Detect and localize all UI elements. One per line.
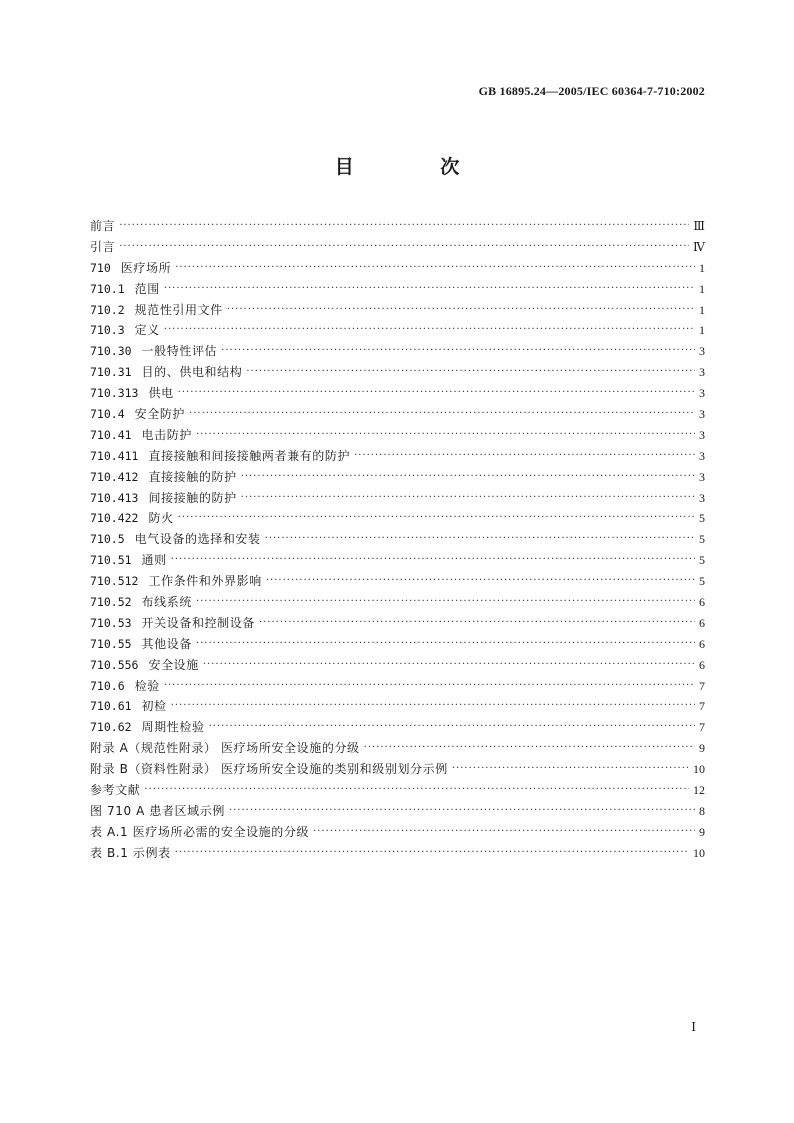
toc-entry[interactable] [90, 843, 705, 864]
toc-entry[interactable] [90, 488, 705, 509]
toc-entry[interactable] [90, 801, 705, 822]
toc-entry-page: 5 [699, 532, 705, 547]
toc-entry-page: 10 [693, 845, 705, 860]
toc-entry-page: 10 [693, 762, 705, 777]
toc-dot-leader [144, 780, 689, 801]
toc-entry-number: 710.412 [90, 469, 139, 484]
toc-entry[interactable] [90, 759, 705, 780]
toc-dot-leader [209, 717, 695, 738]
toc-dot-leader [175, 843, 689, 864]
toc-entry-title: 供电 [148, 386, 174, 401]
toc-entry[interactable] [90, 300, 705, 321]
toc-entry-page: 12 [693, 783, 705, 798]
toc-entry-number: 710.61 [90, 699, 132, 714]
toc-entry-title: 定义 [134, 323, 160, 338]
toc-entry[interactable] [90, 320, 705, 341]
toc-entry-page: 3 [699, 407, 705, 421]
toc-entry[interactable] [90, 341, 705, 362]
toc-entry-page: 6 [699, 636, 705, 651]
toc-dot-leader [164, 320, 695, 341]
toc-entry[interactable] [90, 592, 705, 613]
toc-entry-page: 7 [699, 720, 705, 735]
toc-dot-leader [354, 446, 695, 467]
toc-dot-leader [364, 738, 695, 759]
toc-entry-number: 710.62 [90, 720, 132, 735]
toc-entry[interactable] [90, 696, 705, 717]
toc-entry[interactable] [90, 446, 705, 467]
toc-dot-leader [171, 696, 695, 717]
toc-entry-page: 5 [699, 511, 705, 526]
toc-entry[interactable] [90, 425, 705, 446]
toc-entry-page: 5 [699, 553, 705, 568]
toc-entry-number: 710.512 [90, 574, 139, 589]
toc-dot-leader [221, 341, 695, 362]
toc-entry-title: 图 710 A 患者区域示例 [90, 803, 225, 818]
toc-entry-number: 710.5 [90, 532, 125, 547]
toc-entry-title: 电击防护 [141, 427, 192, 442]
toc-entry-title: 安全设施 [148, 657, 199, 672]
toc-entry-title: 引言 [90, 239, 116, 254]
toc-entry[interactable] [90, 613, 705, 634]
toc-entry-title: 安全防护 [134, 407, 186, 421]
toc-dot-leader [119, 237, 689, 258]
toc-dot-leader [175, 258, 695, 279]
toc-entry[interactable] [90, 362, 705, 383]
toc-entry[interactable] [90, 780, 705, 801]
toc-entry-title: 周期性检验 [141, 720, 205, 735]
toc-dot-leader [178, 508, 695, 529]
toc-entry-title: 通则 [141, 553, 167, 568]
page-number: Ⅰ [691, 1020, 696, 1034]
toc-entry-title: 一般特性评估 [141, 344, 218, 359]
toc-dot-leader [164, 279, 695, 300]
toc-entry[interactable] [90, 258, 705, 279]
toc-entry-title: 布线系统 [141, 595, 192, 610]
toc-entry[interactable] [90, 508, 705, 529]
toc-entry-page: Ⅳ [693, 239, 705, 254]
toc-entry-number: 710 [90, 260, 111, 275]
toc-dot-leader [259, 613, 695, 634]
toc-entry[interactable] [90, 529, 705, 550]
toc-entry-page: 6 [699, 657, 705, 672]
toc-entry-page: 1 [699, 281, 705, 296]
toc-entry[interactable] [90, 383, 705, 404]
toc-entry[interactable] [90, 550, 705, 571]
toc-entry-page: 9 [699, 741, 705, 756]
toc-entry[interactable] [90, 279, 705, 300]
toc-entry-number: 710.556 [90, 657, 139, 672]
toc-entry[interactable] [90, 216, 705, 237]
toc-entry-page: 6 [699, 595, 705, 610]
toc-entry-page: 9 [699, 824, 705, 839]
toc-entry-title: 规范性引用文件 [134, 302, 223, 317]
toc-entry-title: 参考文献 [90, 783, 141, 798]
toc-dot-leader [266, 571, 695, 592]
toc-entry-page: 1 [699, 260, 705, 275]
toc-entry[interactable] [90, 237, 705, 258]
table-of-contents [90, 216, 705, 864]
toc-dot-leader [178, 383, 695, 404]
toc-entry[interactable] [90, 634, 705, 655]
toc-entry-title: 医疗场所 [120, 260, 172, 275]
toc-entry-number: 710.55 [90, 636, 132, 651]
toc-entry-title: 范围 [134, 281, 160, 296]
toc-entry-page: 3 [699, 490, 705, 505]
toc-dot-leader [227, 300, 695, 321]
toc-entry-title: 检验 [134, 678, 160, 693]
toc-entry-title: 目的、供电和结构 [141, 365, 243, 380]
toc-entry-title: 防火 [148, 511, 174, 526]
toc-entry-title: 间接接触的防护 [148, 490, 237, 505]
toc-entry[interactable] [90, 655, 705, 676]
toc-entry-page: 3 [699, 365, 705, 380]
toc-entry[interactable] [90, 404, 705, 425]
toc-entry-title: 表 B.1 示例表 [90, 845, 171, 860]
toc-entry[interactable] [90, 738, 705, 759]
toc-entry-title: 其他设备 [141, 636, 192, 651]
toc-entry-page: 3 [699, 427, 705, 442]
toc-entry-title: 附录 A（规范性附录） 医疗场所安全设施的分级 [90, 741, 360, 756]
toc-dot-leader [196, 425, 695, 446]
toc-entry-page: 7 [699, 678, 705, 693]
toc-entry-number: 710.6 [90, 678, 125, 693]
toc-entry-page: Ⅲ [693, 218, 705, 233]
toc-entry-number: 710.51 [90, 553, 132, 568]
toc-entry-number: 710.4 [90, 407, 125, 421]
toc-entry-page: 3 [699, 448, 705, 463]
toc-entry[interactable] [90, 676, 705, 697]
toc-dot-leader [241, 488, 695, 509]
toc-entry[interactable] [90, 822, 705, 843]
toc-entry-title: 附录 B（资料性附录） 医疗场所安全设施的类别和级别划分示例 [90, 762, 448, 777]
toc-entry-title: 前言 [90, 218, 116, 233]
toc-entry-number: 710.3 [90, 323, 125, 338]
toc-entry-title: 直接接触和间接接触两者兼有的防护 [148, 448, 351, 463]
toc-entry-title: 电气设备的选择和安装 [134, 532, 261, 547]
toc-entry-number: 710.30 [90, 344, 132, 359]
toc-dot-leader [196, 634, 695, 655]
toc-dot-leader [189, 404, 695, 425]
toc-entry-page: 1 [699, 323, 705, 338]
standard-code-header: GB 16895.24—2005/IEC 60364-7-710:2002 [478, 84, 705, 98]
toc-dot-leader [246, 362, 695, 383]
toc-entry-number: 710.313 [90, 386, 139, 401]
toc-entry-page: 1 [699, 302, 705, 317]
toc-entry-number: 710.53 [90, 615, 132, 630]
toc-entry-page: 7 [699, 699, 705, 714]
toc-entry-title: 工作条件和外界影响 [148, 574, 262, 589]
toc-entry-title: 直接接触的防护 [148, 469, 237, 484]
toc-entry-number: 710.411 [90, 448, 139, 463]
toc-dot-leader [203, 655, 695, 676]
toc-entry-title: 初检 [141, 699, 167, 714]
toc-entry-title: 开关设备和控制设备 [141, 615, 255, 630]
toc-entry-page: 8 [699, 803, 705, 818]
toc-dot-leader [229, 801, 695, 822]
toc-dot-leader [164, 676, 695, 697]
toc-entry[interactable] [90, 571, 705, 592]
toc-entry[interactable] [90, 717, 705, 738]
toc-entry-number: 710.2 [90, 302, 125, 317]
toc-entry-number: 710.31 [90, 365, 132, 380]
toc-entry-page: 3 [699, 344, 705, 359]
toc-dot-leader [452, 759, 689, 780]
toc-entry-title: 表 A.1 医疗场所必需的安全设施的分级 [90, 824, 310, 839]
toc-dot-leader [241, 467, 695, 488]
toc-entry-page: 3 [699, 469, 705, 484]
toc-entry-number: 710.422 [90, 511, 139, 526]
toc-entry-page: 5 [699, 574, 705, 589]
toc-entry-page: 3 [699, 386, 705, 401]
toc-entry-number: 710.52 [90, 595, 132, 610]
toc-dot-leader [313, 822, 695, 843]
page-title: 目 次 [334, 156, 500, 178]
toc-dot-leader [196, 592, 695, 613]
toc-dot-leader [119, 216, 689, 237]
toc-dot-leader [265, 529, 695, 550]
toc-entry-number: 710.1 [90, 281, 125, 296]
toc-entry-page: 6 [699, 615, 705, 630]
toc-entry-number: 710.413 [90, 490, 139, 505]
toc-entry[interactable] [90, 467, 705, 488]
toc-entry-number: 710.41 [90, 427, 132, 442]
toc-dot-leader [171, 550, 695, 571]
